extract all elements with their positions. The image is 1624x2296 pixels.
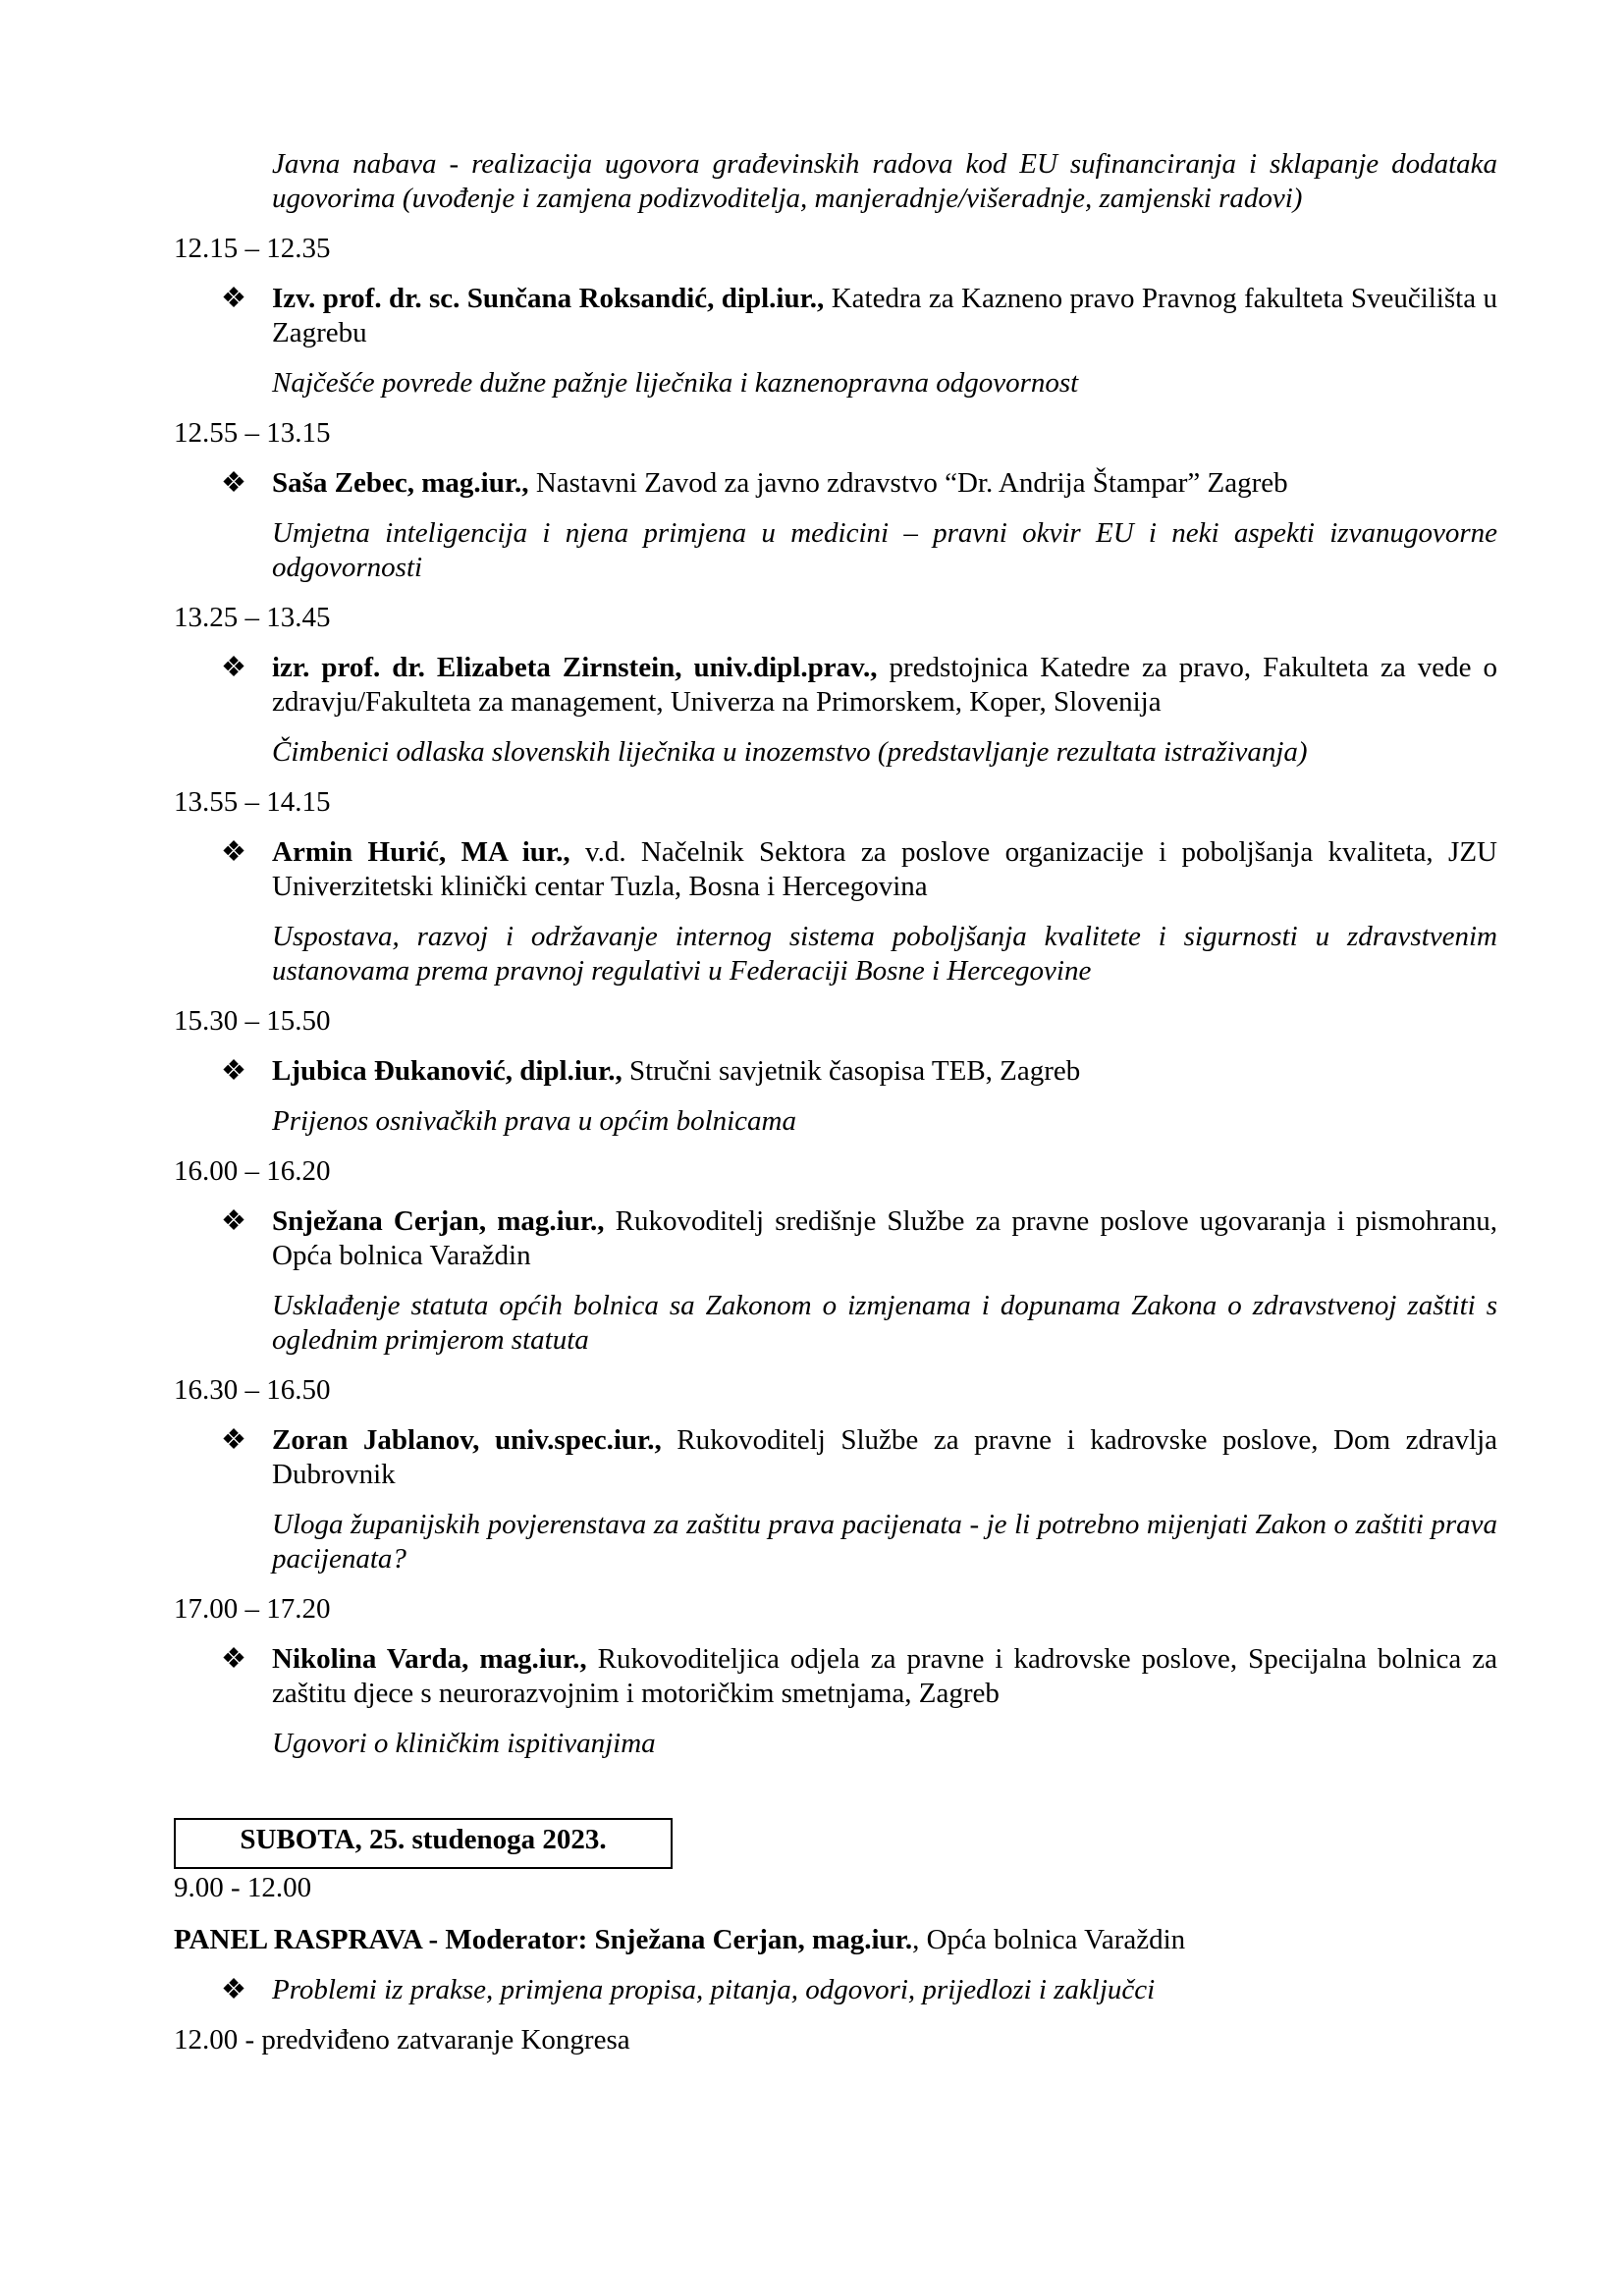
speaker-name: izr. prof. dr. Elizabeta Zirnstein, univ.dipl.prav., bbox=[272, 652, 878, 683]
speaker-affiliation: Rukovoditelj Službe za pravne i kadrovske poslove, Dom zdravlja Dubrovnik bbox=[272, 1424, 1498, 1490]
panel-item bbox=[221, 1973, 1497, 2007]
diamond-bullet-icon: ❖ bbox=[221, 1974, 246, 2005]
session-topic: Umjetna inteligencija i njena primjena u medicini – pravni okvir EU i neki aspekti izvanugovorne odgovornosti bbox=[272, 517, 1497, 583]
speaker-affiliation: v.d. Načelnik Sektora za poslove organizacije i poboljšanja kvaliteta, JZU Univerzitetski klinički centar Tuzla, Bosna i Hercegovina bbox=[272, 836, 1497, 902]
session-time: 16.00 – 16.20 bbox=[174, 1155, 331, 1187]
session-time: 13.55 – 14.15 bbox=[174, 786, 331, 818]
session-time: 17.00 – 17.20 bbox=[174, 1593, 331, 1625]
panel-title bbox=[174, 1923, 1497, 1957]
session-topic: Čimbenici odlaska slovenskih liječnika u inozemstvo (predstavljanje rezultata istraživanja) bbox=[272, 736, 1308, 768]
session-topic: Usklađenje statuta općih bolnica sa Zakonom o izmjenama i dopunama Zakona o zdravstvenoj zaštiti s oglednim primjerom statuta bbox=[272, 1290, 1497, 1356]
speaker-affiliation: Nastavni Zavod za javno zdravstvo “Dr. Andrija Štampar” Zagreb bbox=[528, 467, 1288, 499]
session-topic: Uloga županijskih povjerenstava za zaštitu prava pacijenata - je li potrebno mijenjati Zakon o zaštiti prava pacijenata? bbox=[272, 1509, 1497, 1575]
speaker-entry bbox=[221, 651, 1497, 720]
session-time: 16.30 – 16.50 bbox=[174, 1374, 331, 1406]
diamond-bullet-icon: ❖ bbox=[221, 1643, 246, 1675]
session-time: 15.30 – 15.50 bbox=[174, 1005, 331, 1037]
speaker-name: Saša Zebec, mag.iur., bbox=[272, 467, 529, 499]
speaker-name: Izv. prof. dr. sc. Sunčana Roksandić, dipl.iur., bbox=[272, 283, 825, 314]
session-topic: Najčešće povrede dužne pažnje liječnika i kaznenopravna odgovornost bbox=[272, 367, 1079, 399]
diamond-bullet-icon: ❖ bbox=[221, 836, 246, 868]
panel-title-rest: , Opća bolnica Varaždin bbox=[912, 1924, 1186, 1955]
diamond-bullet-icon: ❖ bbox=[221, 1055, 246, 1087]
session-time: 12.55 – 13.15 bbox=[174, 417, 331, 449]
session-time: 12.15 – 12.35 bbox=[174, 233, 331, 264]
session-time: 13.25 – 13.45 bbox=[174, 602, 331, 633]
closing-note: 12.00 - predviđeno zatvaranje Kongresa bbox=[174, 2024, 630, 2056]
diamond-bullet-icon: ❖ bbox=[221, 652, 246, 683]
speaker-name: Nikolina Varda, mag.iur., bbox=[272, 1643, 587, 1675]
panel-time: 9.00 - 12.00 bbox=[174, 1872, 312, 1903]
panel-item-text: Problemi iz prakse, primjena propisa, pitanja, odgovori, prijedlozi i zaključci bbox=[272, 1974, 1156, 2005]
speaker-entry bbox=[221, 466, 1497, 501]
panel-title-bold: PANEL RASPRAVA - Moderator: Snježana Cerjan, mag.iur. bbox=[174, 1924, 913, 1955]
session-topic: Prijenos osnivačkih prava u općim bolnicama bbox=[272, 1105, 796, 1137]
diamond-bullet-icon: ❖ bbox=[221, 1205, 246, 1237]
session-topic: Uspostava, razvoj i održavanje internog sistema poboljšanja kvalitete i sigurnosti u zdravstvenim ustanovama prema pravnoj regulativi u Federaciji Bosne i Hercegovine bbox=[272, 921, 1497, 987]
session-topic: Ugovori o kliničkim ispitivanjima bbox=[272, 1728, 656, 1759]
diamond-bullet-icon: ❖ bbox=[221, 1424, 246, 1456]
speaker-name: Armin Hurić, MA iur., bbox=[272, 836, 570, 868]
speaker-name: Ljubica Đukanović, dipl.iur., bbox=[272, 1055, 623, 1087]
diamond-bullet-icon: ❖ bbox=[221, 283, 246, 314]
speaker-name: Snježana Cerjan, mag.iur., bbox=[272, 1205, 605, 1237]
speaker-entry bbox=[221, 835, 1497, 904]
speaker-affiliation: Katedra za Kazneno pravo Pravnog fakulteta Sveučilišta u Zagrebu bbox=[272, 283, 1497, 348]
speaker-affiliation: Rukovoditeljica odjela za pravne i kadrovske poslove, Specijalna bolnica za zaštitu djece s neurorazvojnim i motoričkim smetnjama, Zagreb bbox=[272, 1643, 1497, 1709]
speaker-entry bbox=[221, 1423, 1498, 1492]
speaker-entry bbox=[221, 1054, 1497, 1089]
speaker-affiliation: predstojnica Katedre za pravo, Fakulteta za vede o zdravju/Fakulteta za management, Univerza na Primorskem, Koper, Slovenija bbox=[272, 652, 1497, 718]
diamond-bullet-icon: ❖ bbox=[221, 467, 246, 499]
speaker-entry bbox=[221, 1204, 1497, 1273]
speaker-affiliation: Stručni savjetnik časopisa TEB, Zagreb bbox=[622, 1055, 1081, 1087]
session-topic-intro: Javna nabava - realizacija ugovora građevinskih radova kod EU sufinanciranja i sklapanje dodataka ugovorima (uvođenje i zamjena podizvoditelja, manjeradnje/višeradnje, zamjenski radovi) bbox=[272, 148, 1497, 214]
program-page bbox=[174, 147, 1497, 2057]
speaker-entry bbox=[221, 282, 1497, 350]
day-heading: SUBOTA, 25. studenoga 2023. bbox=[174, 1818, 673, 1869]
speaker-affiliation: Rukovoditelj središnje Službe za pravne poslove ugovaranja i pismohranu, Opća bolnica Varaždin bbox=[272, 1205, 1497, 1271]
speaker-entry bbox=[221, 1642, 1497, 1711]
speaker-name: Zoran Jablanov, univ.spec.iur., bbox=[272, 1424, 662, 1456]
